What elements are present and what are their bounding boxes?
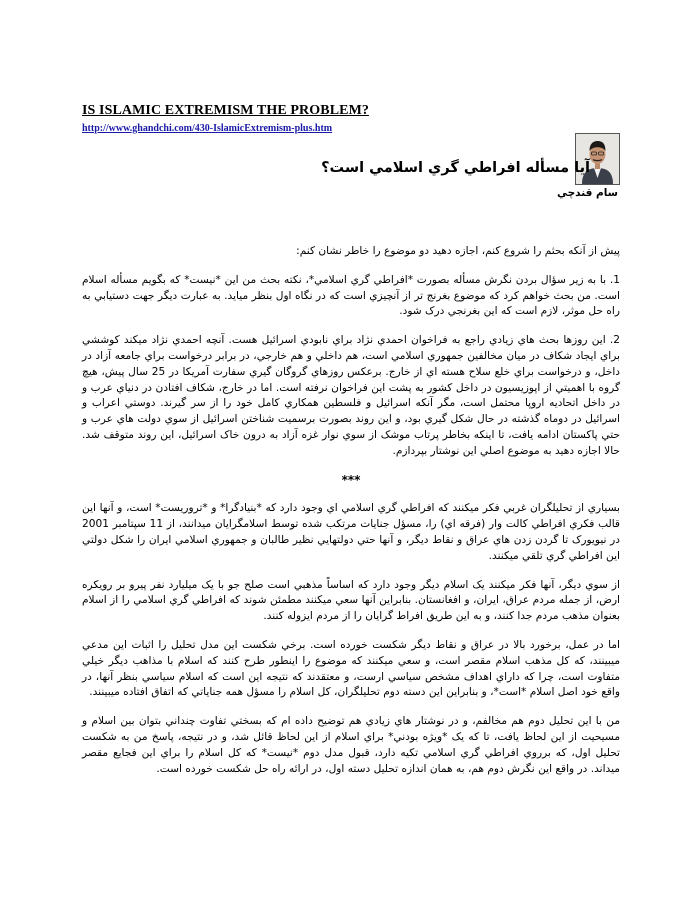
point-2-paragraph: 2. اين روزها بحث هاي زيادي راجع به فراخوان احمدي نژاد براي نابودي اسرائيل هست. آنچه احمدي نژاد ميکند کوششي براي ايجاد شکاف در ميان مخالفين جمهوري اسلامي است، هم داخلي و هم خارجي، در برابر درخواست براي جامعه آزاد در داخل، و درخواست براي خلع سلاح هسته اي از خارج. برعکس روزهاي گروگان گيري سفارت آمريکا در 25 سال پيش، هيچ گروه با اهميتي از اپوزيسيون در داخل کشور به پشت اين فراخوان نرفته است. اما در خارج، شکاف افتادن در دنياي عرب و در داخل اتحاديه اروپا محتمل است، مگر آنکه اسرائيل و فلسطين همکاري کامل خود را از سر گيرند. دوستي اعراب و اسرائيل در دوماه گذشته در حال شکل گيري بود، و اين روند بصورت برسميت شناختن اسرائيل از سوي دولت هاي عرب و حتي پاکستان ادامه يافت، تا اينکه بخاطر پرتاب موشک از سوي نوار غزه آزاد به درون خاک اسرائيل، اين روند متوقف شد. حالا اجازه دهيد به موضوع اصلي اين نوشتار بپردازم. xyxy=(82,334,620,457)
paragraph-5: اما در عمل، برخورد بالا در عراق و نقاط ديگر شکست خورده است. برخي شکست اين مدل تحليل را اثبات اين مدعي ميبينند، که کل مذهب اسلام مقصر است، و سعي ميکنند که موضوع را اينطور طرح کنند که اسلام با مذاهب ديگر خيلي متفاوت است، چرا که داراي اهداف مشخص سياسي ارست، و معتقدند که نتيجه اين است که اسلام سياسي بنظر آنها، در واقع خود اصل اسلام *است*، و بنابراين اين دسته دوم تحليلگران، کل اسلام را مسؤل همه جناياتي که اتفاق افتاده ميبينند. xyxy=(82,638,620,699)
point-1-paragraph: 1. با به زير سؤال بردن نگرش مسأله بصورت *افراطي گري اسلامي*، نکته بحث من اين *نيست* که بگويم مسأله اسلام است. من بحث خواهم کرد که موضوع بغرنج تر از آنچيزي است که در نگاه اول بنظر مياید. به عبارت ديگر جهت دستيابي به راه حل موثر، لازم است که اين بغرنجي درک شود. xyxy=(82,273,620,318)
intro-paragraph: پيش از آنکه بحثم را شروع کنم، اجازه دهيد دو موضوع را خاطر نشان کنم: xyxy=(296,245,620,257)
persian-title: آيا مسأله افراطي گري اسلامي است؟ xyxy=(321,160,590,176)
paragraph-3: بسياري از تحليلگران غربي فکر ميکنند که افراطي گري اسلامي اي وجود دارد که *بنيادگرا* و *تروريست* است، و آنها اين قالب فکري افراطي کالت وار (فرقه اي) را، مسؤل جنايات مرتکب شده توسط اسلامگرايان ميدانند، از 11 سپتامبر 2001 در نيويورک تا گردن زدن هاي عراق و نقاط ديگر، و آنها حتي دولتهايي نظير طالبان و جمهوري اسلامي ايران را شکل دولتي اين افراطي گري تلقي ميکنند. xyxy=(82,502,620,562)
section-separator: *** xyxy=(341,472,361,487)
source-link[interactable]: http://www.ghandchi.com/430-IslamicExtremism-plus.htm xyxy=(82,123,333,134)
article-body xyxy=(82,244,620,790)
paragraph-6: من با اين تحليل دوم هم مخالفم، و در نوشتار هاي زيادي هم توضيح داده ام که بسختي تفاوت چنداني بتوان بين اسلام و مسيحيت از اين لحاظ يافت، تا که يک *ويژه بودني* براي اسلام از اين لحاظ قائل شد، و در نتيجه، پاسخ من به شکست تحليل اول، که برروي افراطي گري اسلامي تکيه دارد، قبول مدل دوم *نيست* که کل اسلام را براي اين فجايع مقصر ميداند. در واقع اين نگرش دوم هم، به همان اندازه تحليل دسته اول، در ارائه راه حل شکست خورده است. xyxy=(82,715,620,775)
paragraph-4: از سوي ديگر، آنها فکر ميکنند يک اسلام ديگر وجود دارد که اساساً مذهبي است صلح جو با يک ميليارد نفر پيرو بر رويکره ارض، از جمله مردم عراق، ايران، و افغانستان. بنابراين آنها سعي ميکنند مطمئن شوند که افراطي گري اسلامي را از اسلام بعنوان مذهب مردم جدا کنند، و به اين طريق افراط گرايان را از مردم ايزوله کنند. xyxy=(82,578,620,623)
author-name: سام قندچي xyxy=(556,187,618,199)
author-photo-icon xyxy=(575,133,620,185)
english-title: IS ISLAMIC EXTREMISM THE PROBLEM? xyxy=(82,103,369,118)
